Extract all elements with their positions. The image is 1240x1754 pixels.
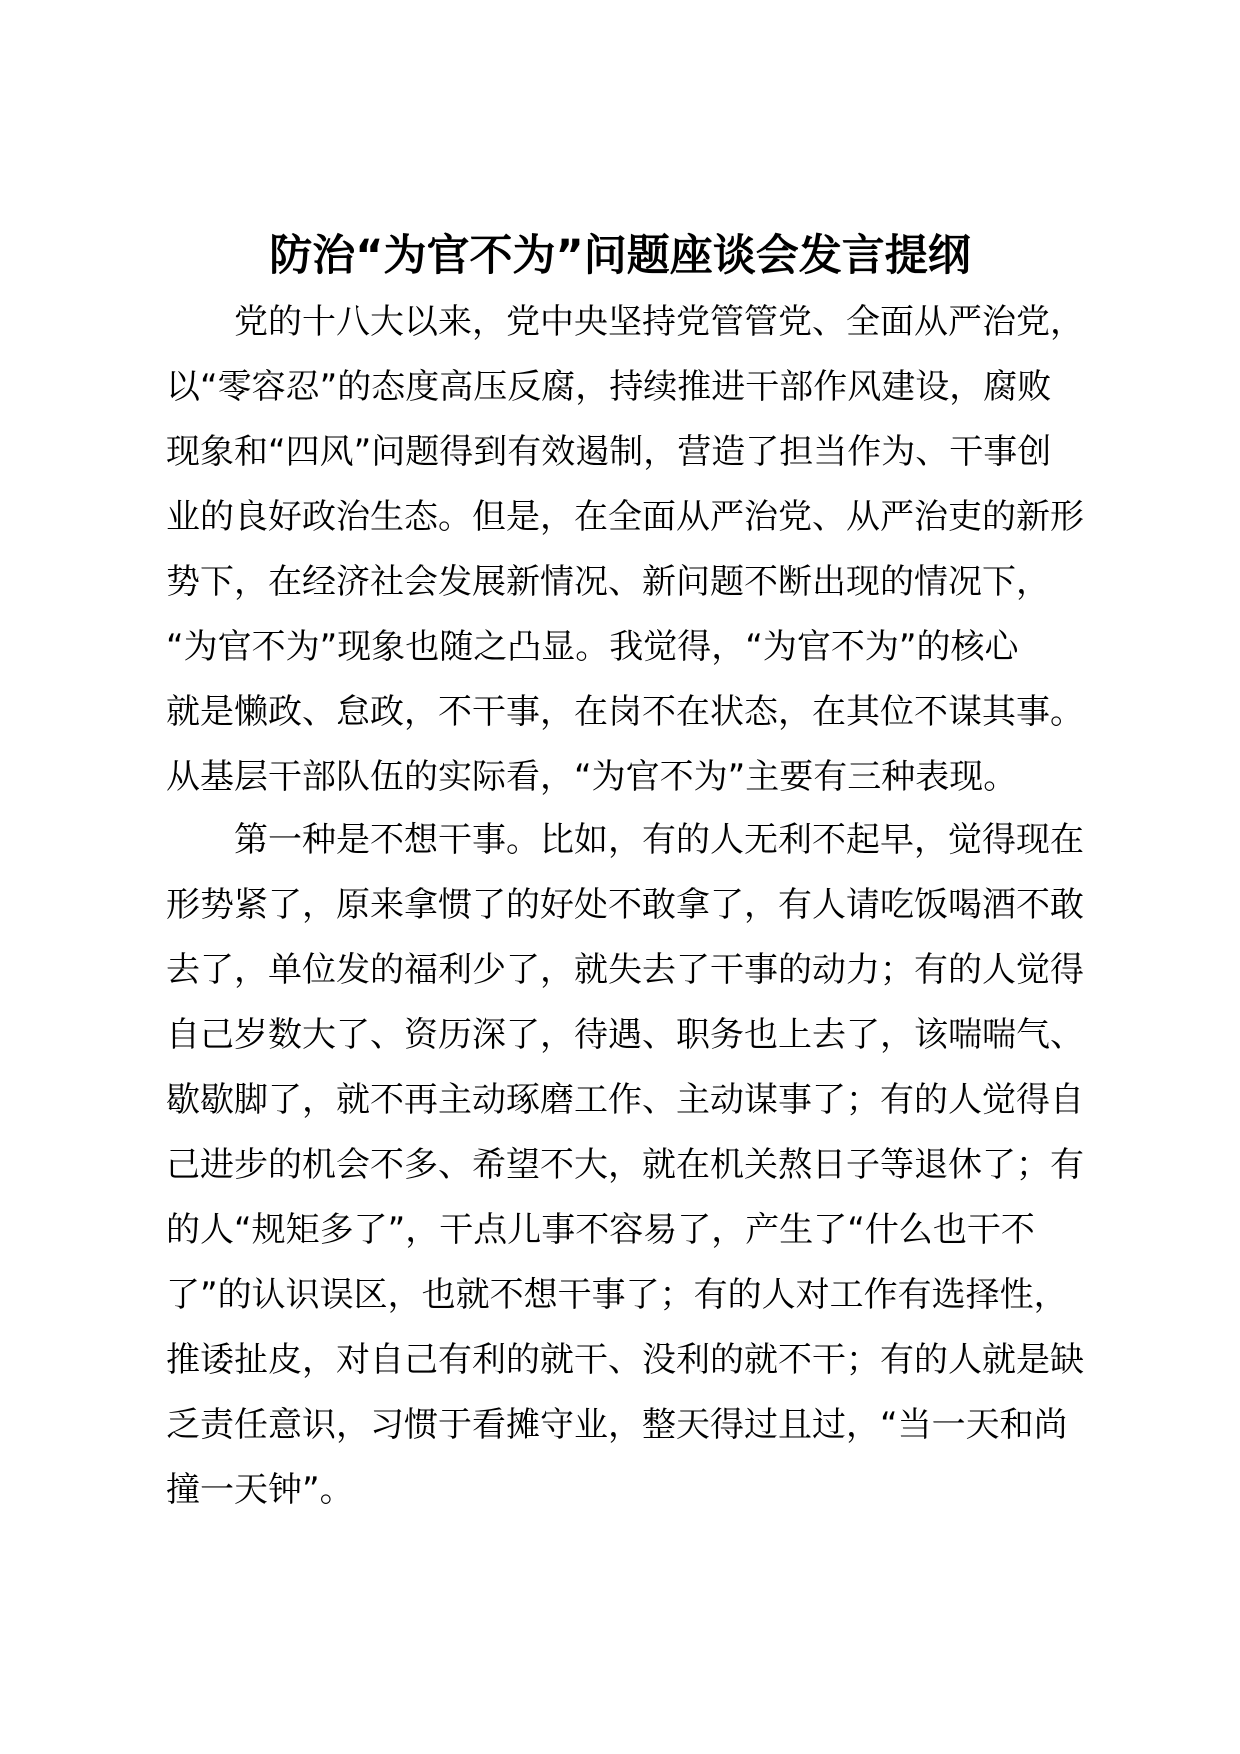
paragraph-line: 了”的认识误区，也就不想干事了；有的人对工作有选择性， — [166, 1275, 1068, 1315]
paragraph-line: 以“零容忍”的态度高压反腐，持续推进干部作风建设，腐败 — [166, 367, 1052, 407]
paragraph-line: 乏责任意识，习惯于看摊守业，整天得过且过，“当一天和尚 — [166, 1405, 1068, 1445]
paragraph-line: 己进步的机会不多、希望不大，就在机关熬日子等退休了；有 — [166, 1145, 1084, 1185]
paragraph-1 — [166, 290, 1086, 810]
paragraph-line: 现象和“四风”问题得到有效遏制，营造了担当作为、干事创 — [166, 432, 1052, 472]
paragraph-line: 从基层干部队伍的实际看，“为官不为”主要有三种表现。 — [166, 757, 1018, 797]
paragraph-line: 撞一天钟”。 — [166, 1470, 354, 1510]
paragraph-line: 去了，单位发的福利少了，就失去了干事的动力；有的人觉得 — [166, 950, 1084, 990]
paragraph-line: 业的良好政治生态。但是，在全面从严治党、从严治吏的新形 — [166, 497, 1084, 537]
paragraph-line: 就是懒政、怠政，不干事，在岗不在状态，在其位不谋其事。 — [166, 692, 1084, 732]
paragraph-line: 推诿扯皮，对自己有利的就干、没利的就不干；有的人就是缺 — [166, 1340, 1084, 1380]
paragraph-line: 形势紧了，原来拿惯了的好处不敢拿了，有人请吃饭喝酒不敢 — [166, 885, 1084, 925]
document-title: 防治“为官不为”问题座谈会发言提纲 — [269, 231, 971, 281]
paragraph-2 — [166, 808, 1086, 1523]
paragraph-line: 势下，在经济社会发展新情况、新问题不断出现的情况下， — [166, 562, 1050, 602]
paragraph-line: 的人“规矩多了”，干点儿事不容易了，产生了“什么也干不 — [166, 1210, 1035, 1250]
paragraph-line: 第一种是不想干事。比如，有的人无利不起早，觉得现在 — [166, 820, 1084, 860]
paragraph-line: 党的十八大以来，党中央坚持党管管党、全面从严治党， — [166, 302, 1084, 342]
paragraph-line: “为官不为”现象也随之凸显。我觉得，“为官不为”的核心 — [166, 627, 1019, 667]
paragraph-line: 自己岁数大了、资历深了，待遇、职务也上去了，该喘喘气、 — [166, 1015, 1084, 1055]
paragraph-line: 歇歇脚了，就不再主动琢磨工作、主动谋事了；有的人觉得自 — [166, 1080, 1084, 1120]
